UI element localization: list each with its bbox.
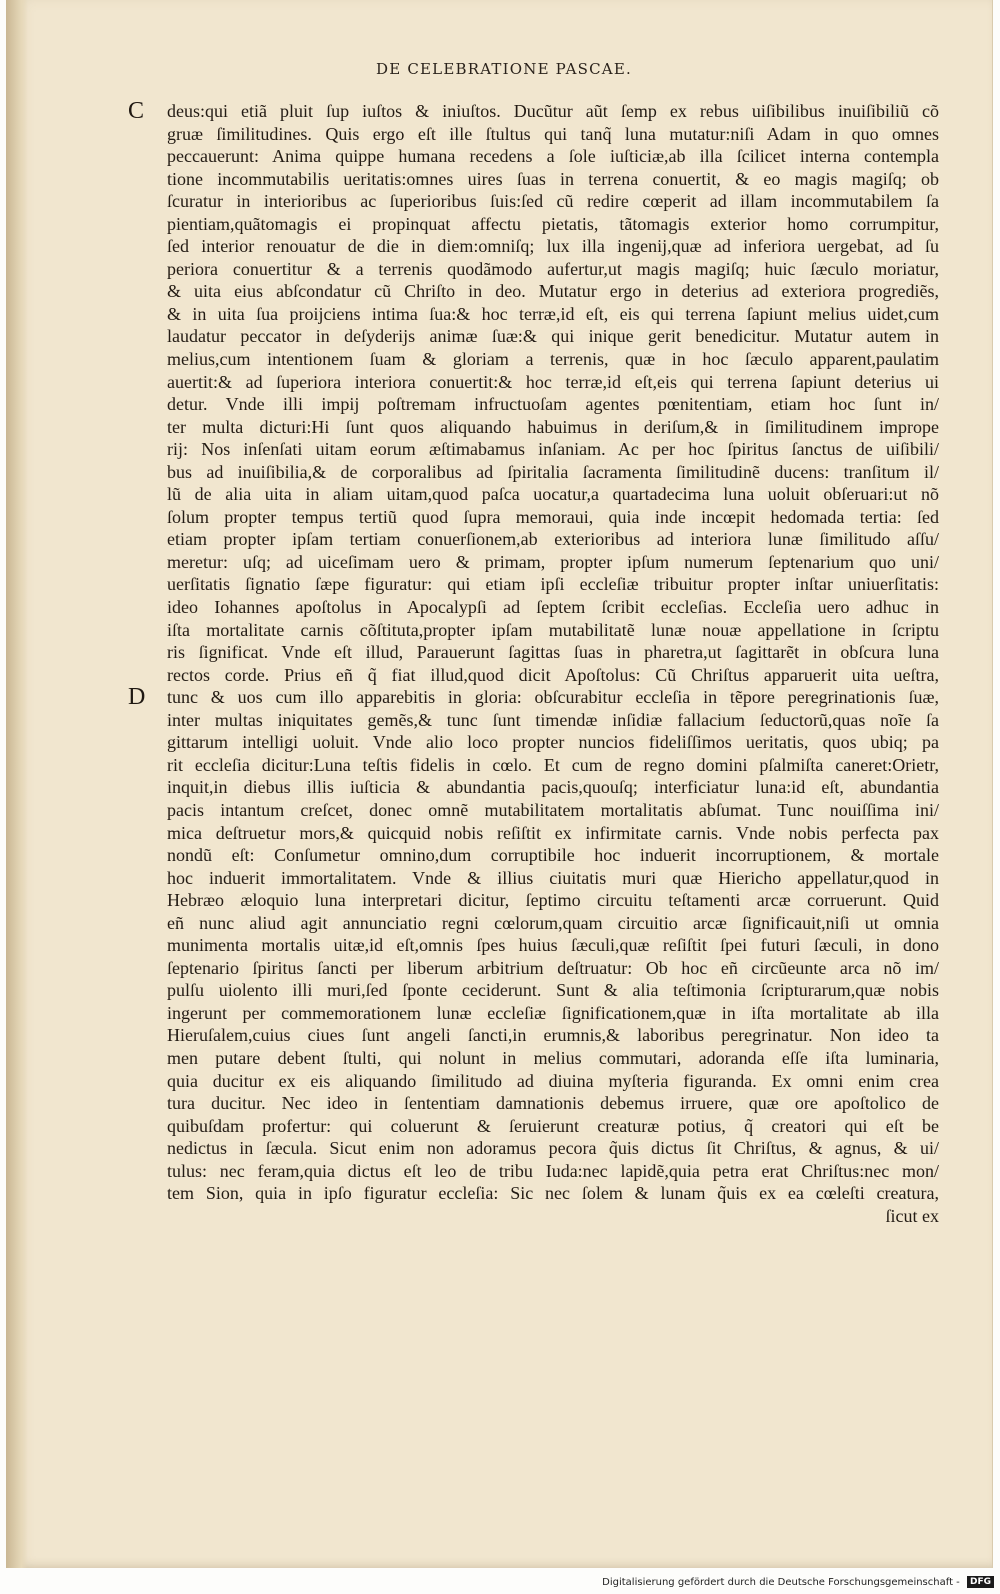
text-line: iſta mortalitate carnis cõſtituta,propter ipſam mutabilitatẽ lunæ nouæ appellatione in ſcriptu <box>167 619 939 640</box>
text-line: tunc & uos cum illo apparebitis in gloria: obſcurabitur eccleſia in tẽpore peregrinationis ſuæ, <box>167 687 939 708</box>
text-line: mica deſtruetur mors,& quicquid nobis reſiſtit ex infirmitate carnis. Vnde nobis perfecta pax <box>167 822 939 843</box>
text-line: nondũ eſt: Conſumetur omnino,dum corruptibile hoc induerit incorruptionem, & mortale <box>167 845 939 866</box>
text-line: meretur: uſq; ad uiceſimam uero & primam, propter ipſum numerum ſeptenarium quo uni/ <box>167 551 939 572</box>
margin-section-letter-d: D <box>128 684 146 710</box>
text-line: tione incommutabilis ueritatis:omnes uires ſuas in terrena conuertit, & eo magis magiſq; ob <box>167 168 939 189</box>
text-line: ideo Iohannes apoſtolus in Apocalypſi ad ſeptem ſcribit eccleſias. Eccleſia uero adhuc in <box>167 597 939 618</box>
text-line: lũ de alia uita in aliam uitam,quod paſca uocatur,a quartadecima luna uoluit obſeruari:ut nõ <box>167 484 939 505</box>
text-line: pulſu uiolento illi muri,ſed ſponte ceciderunt. Sunt & alia teſtimonia ſcripturarum,quæ nobis <box>167 980 939 1001</box>
body-text-block <box>167 100 939 1227</box>
text-line: tulus: nec feram,quia dictus eſt leo de tribu Iuda:nec lapidẽ,quia petra erat Chriſtus:nec mon/ <box>167 1160 939 1181</box>
text-line: men putare debent ſtulti, qui nolunt in melius commutari, adoranda eſſe iſta luminaria, <box>167 1047 939 1068</box>
running-head: DE CELEBRATIONE PASCAE. <box>376 60 632 78</box>
text-line: rit eccleſia dicitur:Luna teſtis fidelis in cœlo. Et cum de regno domini pſalmiſta caneret:Orietr, <box>167 754 939 775</box>
text-line: periora conuertitur & a terrenis quodãmodo aufertur,ut magis magiſq; huic ſæculo moriatur, <box>167 258 939 279</box>
text-line: uerſitatis ſignatio ſæpe figuratur: qui etiam ipſi eccleſiæ tribuitur propter inſtar uniuerſitatis: <box>167 574 939 595</box>
text-line: auertit:& ad ſuperiora interiora conuertit:& hoc terræ,id eſt,eis qui terrena ſapiunt deterius ui <box>167 371 939 392</box>
text-line: quia ducitur ex eis aliquando ſimilitudo ad diuina myſteria figuranda. Ex omni enim crea <box>167 1070 939 1091</box>
margin-section-letter-c: C <box>128 98 145 124</box>
text-line: detur. Vnde illi impij poſtremam infructuoſam agentes pœnitentiam, etiam hoc ſunt in/ <box>167 394 939 415</box>
text-line: ter multa dicturi:Hi ſunt quos aliquando habuimus in deriſum,& in ſimilitudinem imprope <box>167 416 939 437</box>
text-line: inter multas iniquitates gemẽs,& tunc ſunt timendæ inſidiæ fallacium ſeductorũ,quas noĩe ſa <box>167 709 939 730</box>
text-line: ſed interior renouatur de die in diem:omniſq; lux illa ingenij,quæ ad inferiora uergebat, ad ſu <box>167 236 939 257</box>
text-line: rij: Nos inſenſati uitam eorum æſtimabamus inſaniam. Ac per hoc ſpiritus ſanctus de uiſibili/ <box>167 439 939 460</box>
text-line: Hebræo æloquio luna interpretari dicitur, ſeptimo circuitu teſtamenti arcæ corruerunt. Quid <box>167 890 939 911</box>
text-line: & in uita ſua proijciens intima ſua:& hoc terræ,id eſt, eis qui terrena ſapiunt melius uidet,cum <box>167 303 939 324</box>
text-line: pientiam,quãtomagis ei propinquat affectu pietatis, tãtomagis exterior homo corrumpitur, <box>167 213 939 234</box>
text-line: ſolum propter tempus tertiũ quod ſupra memoraui, quia inde incœpit hedomada tertia: ſed <box>167 506 939 527</box>
text-line: etiam propter ipſam tertiam conuerſionem,ab exterioribus ad interiora lunæ ſimilitudo aſſu/ <box>167 529 939 550</box>
text-line: bus ad inuiſibilia,& de corporalibus ad ſpiritalia ſacramenta ſimilitudinẽ ducens: tranſitum il/ <box>167 461 939 482</box>
text-line: hoc induerit immortalitatem. Vnde & illius ciuitatis muri quæ Hiericho appellatur,quod in <box>167 867 939 888</box>
dfg-logo: DFG <box>967 1576 994 1588</box>
binding-edge-shadow <box>6 0 28 1568</box>
text-line: gittarum intelligi uoluit. Vnde alio loco propter nuncios fideliſſimos ueritatis, quos ubiq; pa <box>167 732 939 753</box>
digitization-credit <box>602 1576 994 1588</box>
text-line: ris ſignificat. Vnde eſt illud, Parauerunt ſagittas ſuas in pharetra,ut ſagittarẽt in obſcura luna <box>167 642 939 663</box>
text-line: rectos corde. Prius eñ q̃ fiat illud,quod dicit Apoſtolus: Cũ Chriſtus apparuerit uita ueſtra, <box>167 664 939 685</box>
text-line: tem Sion, quia in ipſo figuratur eccleſia: Sic nec ſolem & lunam q̃uis ex ea cœleſti creatura, <box>167 1183 939 1204</box>
text-line: laudatur peccator in deſyderijs animæ ſuæ:& qui inique gerit benedicitur. Mutatur autem in <box>167 326 939 347</box>
text-line: deus:qui etiã pluit ſup iuſtos & iniuſtos. Ducũtur aũt ſemp ex rebus uiſibilibus inuiſibiliũ cõ <box>167 101 939 121</box>
text-line: ingerunt per commemorationem lunæ eccleſiæ ſignificationem,quæ in iſta mortalitate ab illa <box>167 1002 939 1023</box>
text-line: & uita eius abſcondatur cũ Chriſto in deo. Mutatur ergo in deterius ad exteriora progrediẽs, <box>167 281 939 302</box>
text-line: tura ducitur. Nec ideo in ſententiam damnationis debemus irruere, quæ ore apoſtolico de <box>167 1093 939 1114</box>
text-line: peccauerunt: Anima quippe humana recedens a ſole iuſticiæ,ab illa ſcilicet interna contempla <box>167 146 939 167</box>
text-line: munimenta mortalis uitæ,id eſt,omnis ſpes huius ſæculi,quæ reſiſtit ſpei futuri ſæculi, in dono <box>167 935 939 956</box>
text-line: eñ nunc aliud agit annunciatio regni cœlorum,quam circuitio arcæ ſignificauit,niſi ut omnia <box>167 912 939 933</box>
text-line: melius,cum intentionem ſuam & gloriam a terrenis, quæ in hoc ſæculo apparent,paulatim <box>167 349 939 370</box>
text-line: ſicut ex <box>885 1205 939 1226</box>
text-line: pacis intantum creſcet, donec omnẽ mutabilitatem mortalitatis abſumat. Tunc nouiſſima ini/ <box>167 799 939 820</box>
text-line: nedictus in ſæcula. Sicut enim non adoramus pecora q̃uis dictus ſit Chriſtus, & agnus, & ui/ <box>167 1138 939 1159</box>
digitization-credit-text: Digitalisierung gefördert durch die Deutsche Forschungsgemeinschaft - <box>602 1577 960 1588</box>
text-line: ſcuratur in interioribus ac ſuperioribus ſuis:ſed cũ redire cœperit ad illam incommutabilem ſa <box>167 191 939 212</box>
text-line: gruæ ſimilitudines. Quis ergo eſt ille ſtultus qui tanq̃ luna mutatur:niſi Adam in quo omnes <box>167 123 939 144</box>
text-line: inquit,in diebus illis iuſticia & abundantia pacis,quouſq; interficiatur luna:id eſt, abundantia <box>167 777 939 798</box>
text-line: Hieruſalem,cuius ciues ſunt angeli ſancti,in erumnis,& laboribus peregrinatur. Non ideo ta <box>167 1025 939 1046</box>
text-line: ſeptenario ſpiritus ſancti per liberum arbitrium deſtruatur: Ob hoc eñ circũeunte arca nõ im/ <box>167 957 939 978</box>
text-line: quibuſdam profertur: qui coluerunt & ſeruierunt creaturæ potius, q̃ creatori qui eſt be <box>167 1115 939 1136</box>
